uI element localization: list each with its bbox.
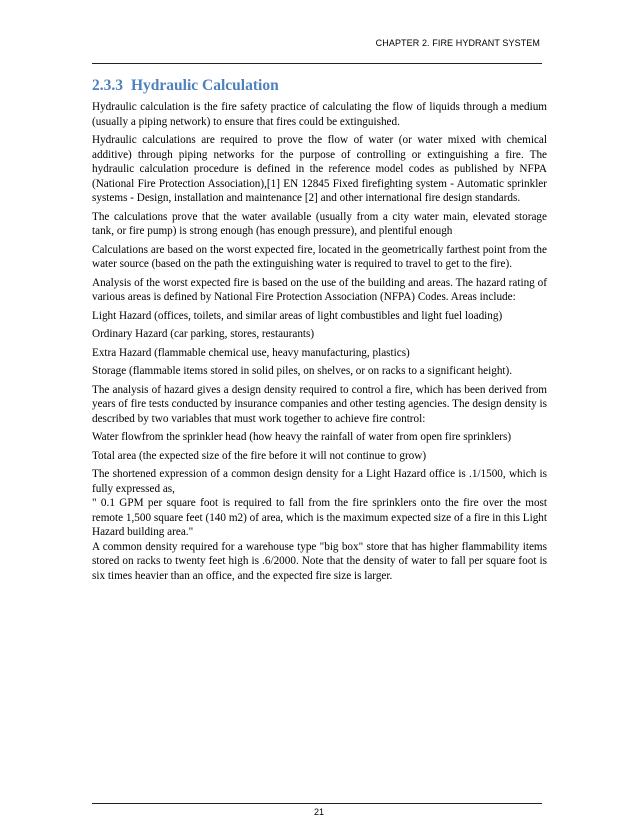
paragraph: Hydraulic calculation is the fire safety practice of calculating the flow of liquids through a medium (usually a piping network) to ensure that fires could be extinguished. bbox=[92, 101, 547, 128]
paragraph: Analysis of the worst expected fire is based on the use of the building and areas. The hazard rating of various areas is defined by National Fire Protection Association (NFPA) Codes. Areas include: bbox=[92, 276, 547, 303]
density-variable: Total area (the expected size of the fire before it will not continue to grow) bbox=[92, 449, 427, 462]
hazard-item: Light Hazard (offices, toilets, and similar areas of light combustibles and light fuel loading) bbox=[92, 309, 503, 322]
section-number: 2.3.3 bbox=[92, 77, 123, 94]
page-number: 21 bbox=[313, 807, 324, 817]
hazard-item: Storage (flammable items stored in solid piles, on shelves, or on racks to a significant height). bbox=[92, 365, 513, 377]
paragraph: The calculations prove that the water available (usually from a city water main, elevated storage tank, or fire pump) is strong enough (has enough pressure), and plentiful enough bbox=[92, 210, 547, 237]
paragraph: Calculations are based on the worst expected fire, located in the geometrically farthest point from the water source (based on the path the extinguishing water is required to travel to get to the fire). bbox=[92, 243, 547, 270]
page-body bbox=[92, 76, 547, 583]
density-variable: Water flowfrom the sprinkler head (how heavy the rainfall of water from open fire sprinklers) bbox=[92, 431, 512, 443]
density-quote: " 0.1 GPM per square foot is required to fall from the fire sprinklers onto the fire over the most remote 1,500 square feet (140 m2) of area, which is the maximum expected size of a fire in this Light Hazard building area." bbox=[92, 497, 547, 538]
paragraph: The shortened expression of a common design density for a Light Hazard office is .1/1500, which is fully expressed as, bbox=[92, 468, 547, 495]
hazard-item: Extra Hazard (flammable chemical use, heavy manufacturing, plastics) bbox=[92, 346, 410, 359]
paragraph: The analysis of hazard gives a design density required to control a fire, which has been derived from years of fire tests conducted by insurance companies and other testing agencies. The design density is described by two variables that must work together to achieve fire control: bbox=[92, 383, 547, 425]
section-title: Hydraulic Calculation bbox=[131, 77, 279, 94]
header-rule bbox=[92, 63, 542, 64]
section-heading bbox=[92, 76, 547, 95]
hazard-item: Ordinary Hazard (car parking, stores, restaurants) bbox=[92, 328, 315, 340]
footer-rule bbox=[92, 803, 542, 804]
paragraph: Hydraulic calculations are required to prove the flow of water (or water mixed with chemical additive) through piping networks for the purpose of controlling or extinguishing a fire. The hydraulic calculation procedure is defined in the reference model codes as published by NFPA (National Fire Protection Association),[1] EN 12845 Fixed firefighting system - Automatic sprinkler systems - Design, installation and maintenance [2] and other international fire design standards. bbox=[92, 134, 547, 204]
running-head: CHAPTER 2. FIRE HYDRANT SYSTEM bbox=[375, 38, 540, 48]
paragraph: A common density required for a warehouse type "big box" store that has higher flammability items stored on racks to twenty feet high is .6/2000. Note that the density of water to fall per square foot is six times heavier than an office, and the expected fire size is larger. bbox=[92, 540, 547, 582]
